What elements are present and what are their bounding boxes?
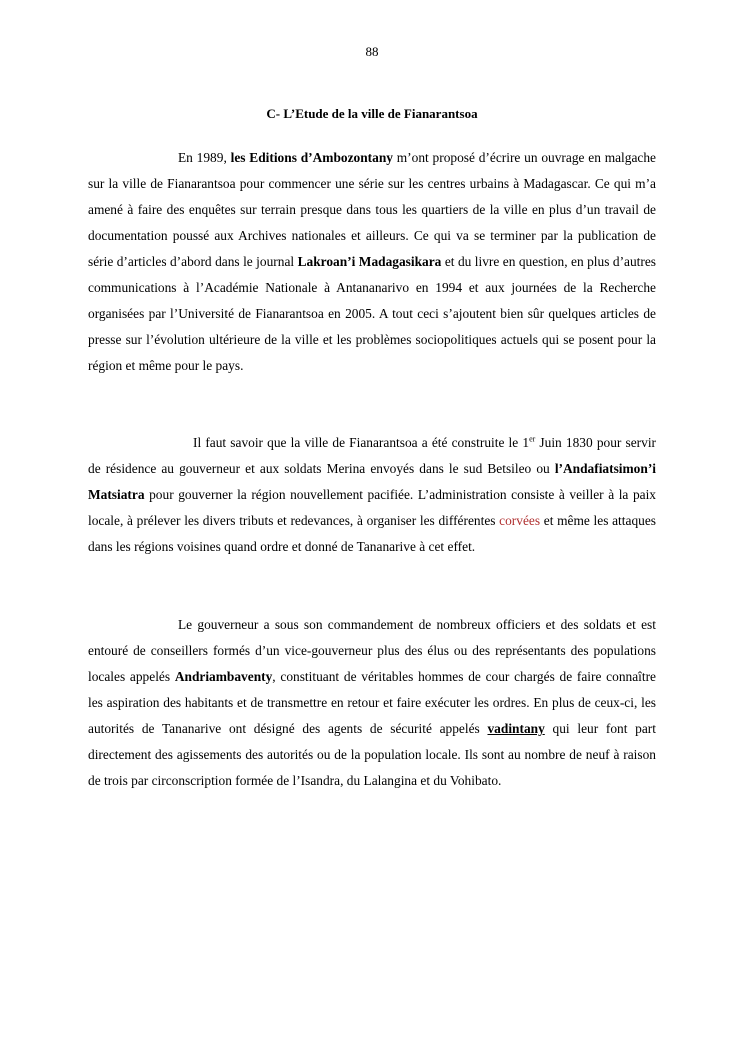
- section-title: C- L’Etude de la ville de Fianarantsoa: [266, 106, 478, 121]
- paragraph-3: [88, 612, 656, 794]
- ordinal-suffix: er: [529, 434, 536, 444]
- text: , constituant de véritables hommes de cour chargés de faire connaître les aspiration des habitants et de transmettre en retour et faire exécuter les ordres. En plus de ceux-ci, les autorités de Tananarive ont désigné des agents de sécurité appelés: [88, 669, 656, 736]
- text: Le gouverneur a sous son commandement de nombreux officiers et des soldats et est entouré de conseillers formés d’un vice-gouverneur plus des élus ou des représentants des populations locales appelés: [88, 617, 656, 684]
- corvees-term: corvées: [499, 513, 541, 528]
- andriambaventy-term: Andriambaventy: [174, 669, 273, 684]
- journal-name: Lakroan’i Madagasikara: [297, 254, 442, 269]
- text: et du livre en question, en plus d’autres communications à l’Académie Nationale à Antananarivo en 1994 et aux journées de la Recherche organisées par l’Université de Fianarantsoa en 2005. A tout ceci s’ajoutent bien sûr quelques articles de presse sur l’évolution ultérieure de la ville et les problèmes sociopolitiques actuels qui se posent pour la région et même pour le pays.: [88, 254, 656, 373]
- text: Juin 1830 pour servir de résidence au gouverneur et aux soldats Merina envoyés dans le sud Betsileo ou: [88, 435, 657, 476]
- vadintany-term: vadintany: [487, 721, 545, 736]
- text: pour gouverner la région nouvellement pacifiée. L’administration consiste à veiller à la paix locale, à prélever les divers tributs et redevances, à organiser les différentes: [88, 487, 656, 528]
- text: Il faut savoir que la ville de Fianarantsoa a été construite le 1: [193, 435, 530, 450]
- paragraph-2: [88, 430, 656, 560]
- text: m’ont proposé d’écrire un ouvrage en malgache sur la ville de Fianarantsoa pour commencer une série sur les centres urbains à Madagascar. Ce qui m’a amené à faire des enquêtes sur terrain presque dans tous les quartiers de la ville en plus d’un travail de documentation poussé aux Archives nationales et ailleurs. Ce qui va se terminer par la publication de série d’articles d’abord dans le journal: [88, 150, 656, 269]
- paragraph-1: [88, 145, 656, 379]
- publisher-name: les Editions d’Ambozontany: [230, 150, 393, 165]
- region-name: l’Andafiatsimon’i Matsiatra: [88, 461, 656, 502]
- text: En 1989,: [178, 150, 231, 165]
- page-number: 88: [365, 44, 379, 59]
- text: qui leur font part directement des agissements des autorités ou de la population locale. Ils sont au nombre de neuf à raison de trois par circonscription formée de l’Isandra, du Lalangina et du Vohibato.: [88, 721, 656, 788]
- text: et même les attaques dans les régions voisines quand ordre et donné de Tananarive à cet effet.: [88, 513, 656, 554]
